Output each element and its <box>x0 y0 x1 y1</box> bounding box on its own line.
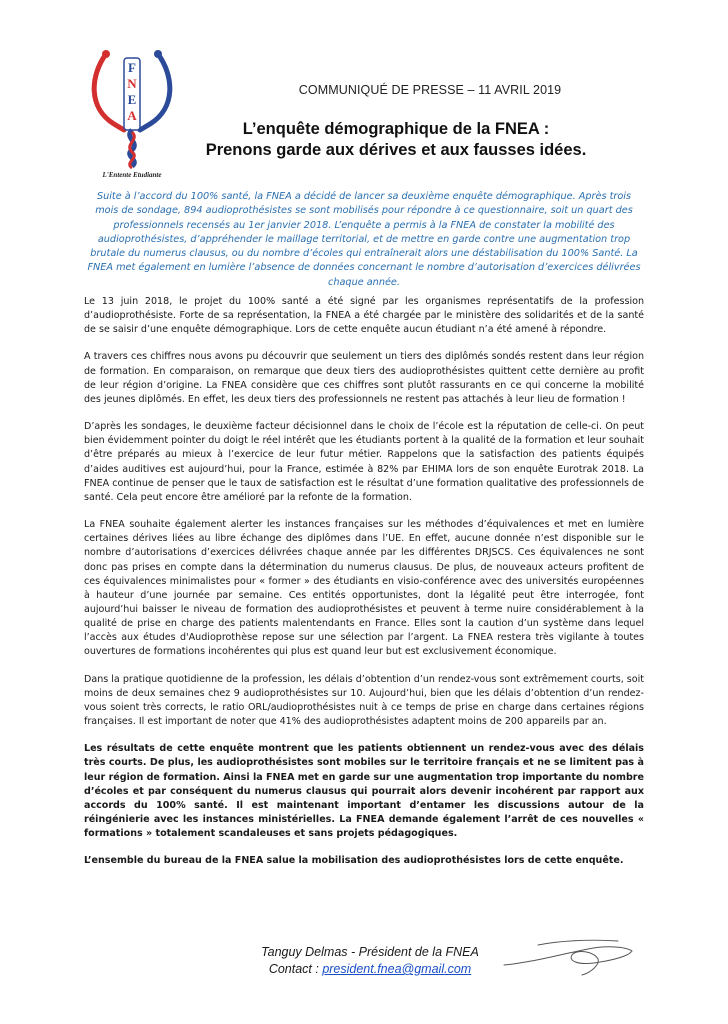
conclusion-paragraph: Les résultats de cette enquête montrent que les patients obtiennent un rendez-vous avec des délais très courts. De plus, les audioprothésistes sont mobiles sur le territoire français et ne se limitent pas à leur région de formation. Ainsi la FNEA met en garde sur une augmentation trop importante du nombre d’écoles et par conséquent du numerus clausus qui pourrait alors devenir incohérent par rapport aux accords du 100% santé. Il est maintenant important d’entamer les discussions autour de la réingénierie avec les instances ministérielles. La FNEA demande également l’arrêt de ces nouvelles « formations » totalement scandaleuses et sans projets pédagogiques. <box>84 743 644 840</box>
paragraph: La FNEA souhaite également alerter les instances françaises sur les méthodes d’équivalences et met en lumière certaines dérives liées au libre échange des diplômes dans l’UE. En effet, aucune donnée n’est disponible sur le nombre d’autorisations d’exercices délivrées chaque année par les différentes DRJSCS. Ces équivalences ne sont donc pas prises en compte dans la détermination du numerus clausus. De plus, de nouveaux acteurs profitent de ces équivalences minimalistes pour « former » des étudiants en visio-conférence avec des universités européennes à hauteur d’une journée par semaine. Ces entités opportunistes, dont la légalité peut être interrogée, font aujourd’hui baisser le niveau de formation des audioprothésistes et peuvent à terme nuire considérablement à la qualité de prise en charge des patients malentendants en France. Elles sont la caution d’un système dans lequel l’accès aux études d'Audioprothèse repose sur une sélection par l’argent. La FNEA restera très vigilante à toutes ouvertures de formations incohérentes qui plus est quand leur but est exclusivement économique. <box>84 519 644 658</box>
closing-paragraph: L’ensemble du bureau de la FNEA salue la mobilisation des audioprothésistes lors de cette enquête. <box>84 855 624 867</box>
title-line-1: L’enquête démographique de la FNEA : <box>242 120 550 138</box>
body-text <box>84 295 644 881</box>
contact-label: Contact : <box>268 962 323 976</box>
title-line-2: Prenons garde aux dérives et aux fausses idées. <box>205 141 587 159</box>
contact-email-link[interactable]: president.fnea@gmail.com <box>322 962 472 976</box>
document-title <box>180 119 612 161</box>
fnea-logo <box>84 46 180 178</box>
intro-summary: Suite à l’accord du 100% santé, la FNEA a décidé de lancer sa deuxième enquête démographique. Après trois mois de sondage, 894 audioprothésistes se sont mobilisés pour répondre à ce questionnaire, soit un quart des professionnels recensés au 1er janvier 2018. L’enquête a permis à la FNEA de constater la mobilité des audioprothésistes, d’appréhender le maillage territorial, et de mettre en garde contre une augmentation trop brutale du numerus clausus, ou du nombre d’écoles qui entraînerait alors une déstabilisation du 100% Santé. La FNEA met également en lumière l’absence de données concernant le nombre d’autorisation d’exercices délivrées chaque année. <box>87 191 641 288</box>
press-release-header: COMMUNIQUÉ DE PRESSE – 11 AVRIL 2019 <box>298 83 562 97</box>
paragraph: D’après les sondages, le deuxième facteur décisionnel dans le choix de l’école est la réputation de celle-ci. On peut bien évidemment pointer du doigt le réel intérêt que les étudiants portent à la qualité de la formation et leur souhait d’être préparés au mieux à l’exercice de leur futur métier. Rappelons que la satisfaction des patients équipés d’aides auditives est aujourd’hui, pour la France, estimée à 82% par EHIMA lors de son enquête Eurotrak 2018. La FNEA continue de penser que le taux de satisfaction est le résultat d’une formation qualitative des professionnels de santé. Cela peut encore être amélioré par la refonte de la formation. <box>84 421 644 503</box>
logo-letter-n: N <box>127 76 137 91</box>
paragraph: Dans la pratique quotidienne de la profession, les délais d’obtention d’un rendez-vous sont extrêmement courts, soit moins de deux semaines chez 9 audioprothésistes sur 10. Aujourd’hui, bien que les délais d’obtention d’un rendez-vous soient très corrects, le ratio ORL/audioprothésistes nuit à ce temps de prise en charge dans certaines régions françaises. Il est important de noter que 41% des audioprothésistes adaptent moins de 200 appareils par an. <box>84 673 644 728</box>
logo-letter-a: A <box>127 108 137 123</box>
paragraph: A travers ces chiffres nous avons pu découvrir que seulement un tiers des diplômés sondés restent dans leur région de formation. En comparaison, on remarque que deux tiers des audioprothésistes quittent cette dernière au profit de leur région d’origine. La FNEA considère que ces chiffres sont plutôt rassurants en ce qui concerne la mobilité des jeunes diplômés. En effet, les deux tiers des professionnels ne restent pas attachés à leur lieu de formation ! <box>84 351 644 405</box>
contact-line <box>220 961 520 978</box>
logo-letter-e: E <box>127 92 137 107</box>
signature-block <box>220 944 520 978</box>
logo-letter-f: F <box>128 60 136 75</box>
signatory-name: Tanguy Delmas - Président de la FNEA <box>261 945 479 959</box>
logo-tagline: L'Entente Etudiante <box>102 171 162 178</box>
paragraph: Le 13 juin 2018, le projet du 100% santé a été signé par les organismes représentatifs de la profession d’audioprothésiste. Forte de sa représentation, la FNEA a été chargée par le ministère des solidarités et de la santé de se saisir d’une enquête démographique. Lors de cette enquête aucun étudiant n’a été amené à répondre. <box>84 296 644 336</box>
